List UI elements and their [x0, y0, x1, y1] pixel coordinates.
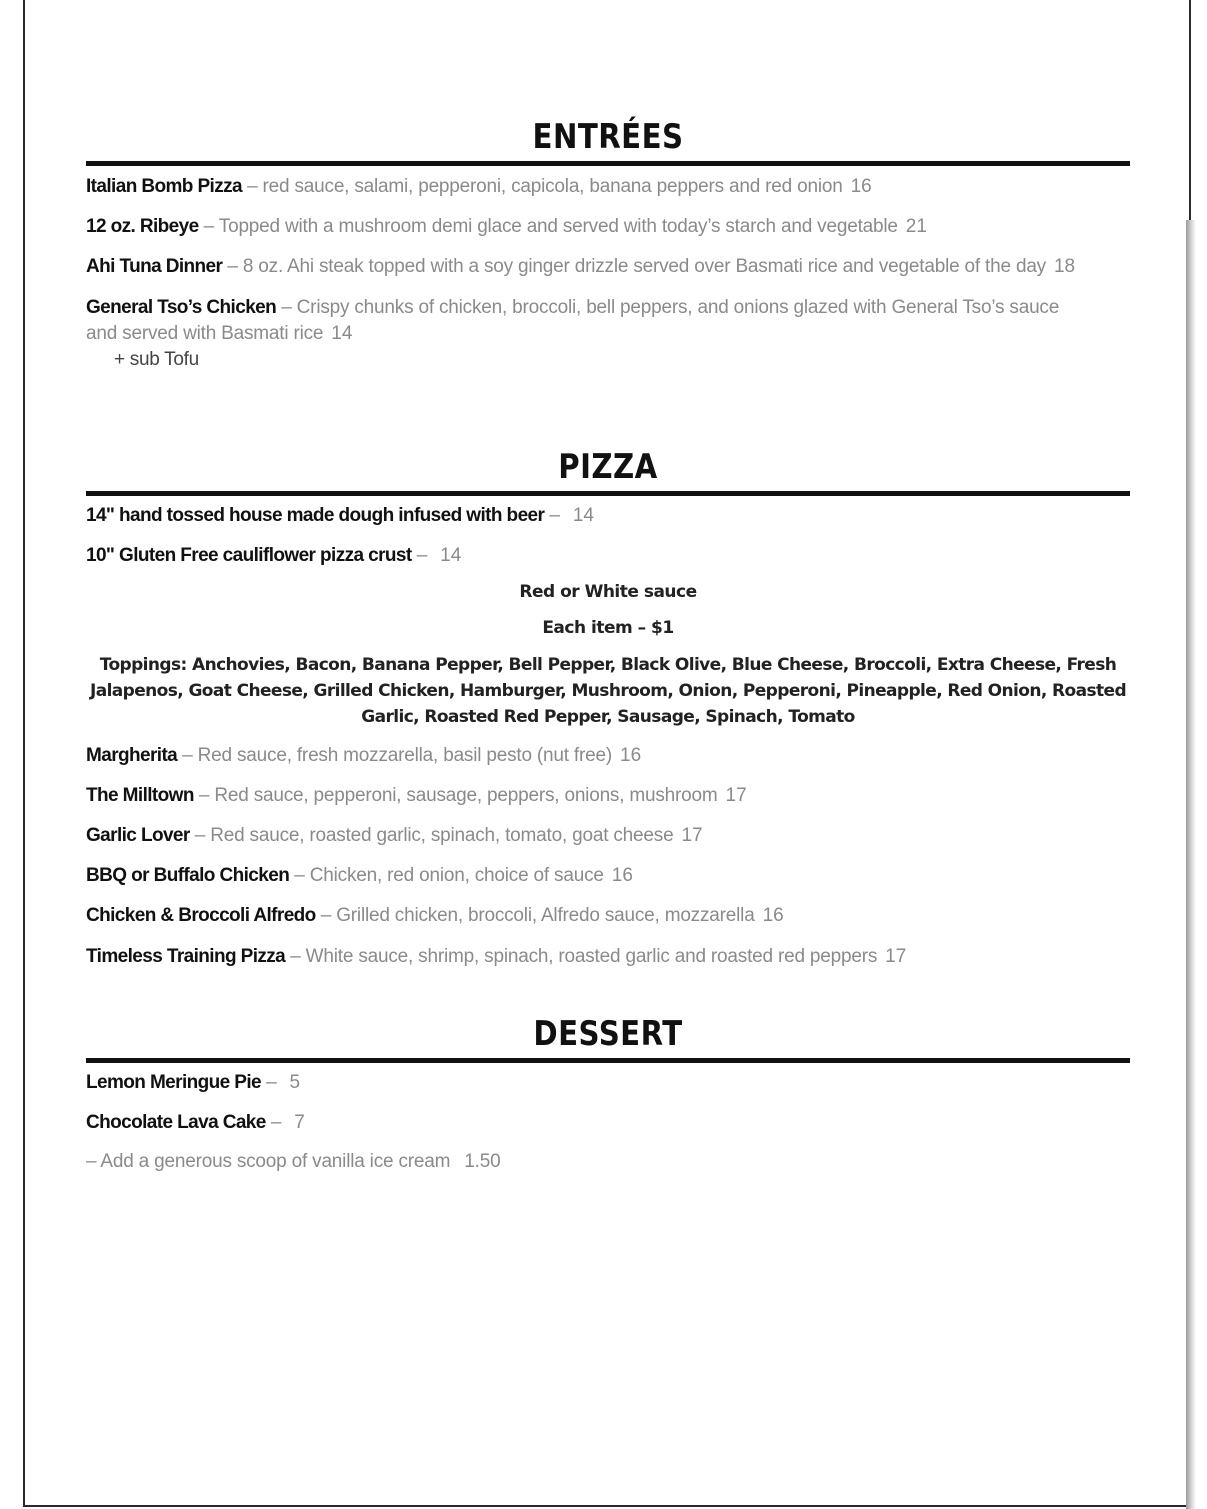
item-description: – red sauce, salami, pepperoni, capicola, banana peppers and red onion: [242, 176, 843, 197]
item-name: BBQ or Buffalo Chicken: [86, 865, 290, 886]
item-name: 12 oz. Ribeye: [86, 216, 199, 237]
menu-item: [86, 823, 1076, 849]
menu-item: [86, 743, 1076, 769]
addon-text: – Add a generous scoop of vanilla ice cream: [86, 1151, 451, 1172]
item-price: 17: [681, 825, 703, 846]
item-price: 17: [725, 785, 747, 806]
menu-item: [86, 863, 1076, 889]
sauce-options: Red or White sauce: [519, 582, 697, 602]
section-title-entrees: ENTRÉES: [532, 117, 684, 157]
item-price: 16: [620, 745, 642, 766]
item-name: Lemon Meringue Pie: [86, 1072, 262, 1093]
item-description: –: [261, 1072, 282, 1093]
menu-item: [86, 174, 1076, 200]
item-name: Italian Bomb Pizza: [86, 176, 243, 197]
item-price: 18: [1053, 256, 1076, 277]
item-name: 10" Gluten Free cauliflower pizza crust: [86, 545, 412, 566]
item-price: 5: [289, 1072, 301, 1093]
section-title-dessert: DESSERT: [533, 1014, 683, 1054]
section-rule: [86, 1058, 1130, 1063]
item-description: –: [265, 1112, 287, 1133]
item-description: – White sauce, shrimp, spinach, roasted garlic and roasted red peppers: [285, 946, 878, 967]
item-description: – Grilled chicken, broccoli, Alfredo sauce, mozzarella: [315, 905, 755, 926]
item-price: 14: [331, 323, 353, 344]
item-price: 17: [885, 946, 907, 967]
item-name: Chocolate Lava Cake: [86, 1112, 266, 1133]
item-price: 16: [850, 176, 872, 197]
menu-item: [86, 783, 1076, 809]
item-name: Ahi Tuna Dinner: [86, 256, 223, 277]
menu-item: [86, 944, 1076, 970]
item-price: 21: [905, 216, 927, 237]
sub-option-note: + sub Tofu: [114, 349, 199, 370]
menu-item: [86, 903, 1076, 929]
item-description: – Red sauce, roasted garlic, spinach, tomato, goat cheese: [189, 825, 674, 846]
item-description: – 8 oz. Ahi steak topped with a soy ginger drizzle served over Basmati rice and vegetable of the day: [222, 256, 1046, 277]
dessert-addon: [86, 1151, 500, 1173]
item-name: Margherita: [86, 745, 178, 766]
item-description: –: [411, 545, 433, 566]
addon-price: 1.50: [464, 1151, 501, 1172]
item-price: 16: [611, 865, 633, 886]
item-price: 14: [572, 505, 594, 526]
page-edge-shadow: [1186, 220, 1196, 1509]
section-rule: [86, 491, 1130, 496]
item-name: General Tso’s Chicken: [86, 297, 277, 318]
menu-item: [86, 1110, 1076, 1136]
item-name: Chicken & Broccoli Alfredo: [86, 905, 316, 926]
section-title-pizza: PIZZA: [558, 447, 658, 487]
toppings-list: Toppings: Anchovies, Bacon, Banana Pepper, Bell Pepper, Black Olive, Blue Cheese, Broccoli, Extra Cheese, Fresh Jalapenos, Goat Cheese, Grilled Chicken, Hamburger, Mushroom, Onion, Pepperoni, Pineapple, Red Onion, Roasted Garlic, Roasted Red Pepper, Sausage, Spinach, Tomato: [89, 655, 1127, 727]
menu-item: [86, 295, 1076, 347]
item-name: The Milltown: [86, 785, 194, 806]
item-description: – Chicken, red onion, choice of sauce: [289, 865, 604, 886]
item-description: – Red sauce, pepperoni, sausage, peppers, onions, mushroom: [193, 785, 718, 806]
item-name: Timeless Training Pizza: [86, 946, 286, 967]
item-description: – Red sauce, fresh mozzarella, basil pesto (nut free): [177, 745, 612, 766]
item-price: 14: [440, 545, 462, 566]
section-rule: [86, 161, 1130, 166]
item-name: 14" hand tossed house made dough infused with beer: [86, 505, 545, 526]
crust-item: [86, 543, 1076, 569]
menu-item: [86, 1070, 1076, 1096]
topping-price: Each item – $1: [542, 618, 674, 638]
item-description: – Crispy chunks of chicken, broccoli, bell peppers, and onions glazed with General Tso’s sauce and served with Basmati rice: [86, 297, 1060, 344]
item-name: Garlic Lover: [86, 825, 190, 846]
item-description: – Topped with a mushroom demi glace and served with today’s starch and vegetable: [198, 216, 898, 237]
item-price: 7: [294, 1112, 305, 1133]
item-price: 16: [762, 905, 784, 926]
menu-item: [86, 254, 1076, 280]
item-description: –: [544, 505, 565, 526]
menu-item: [86, 214, 1076, 240]
crust-item: [86, 503, 1076, 529]
